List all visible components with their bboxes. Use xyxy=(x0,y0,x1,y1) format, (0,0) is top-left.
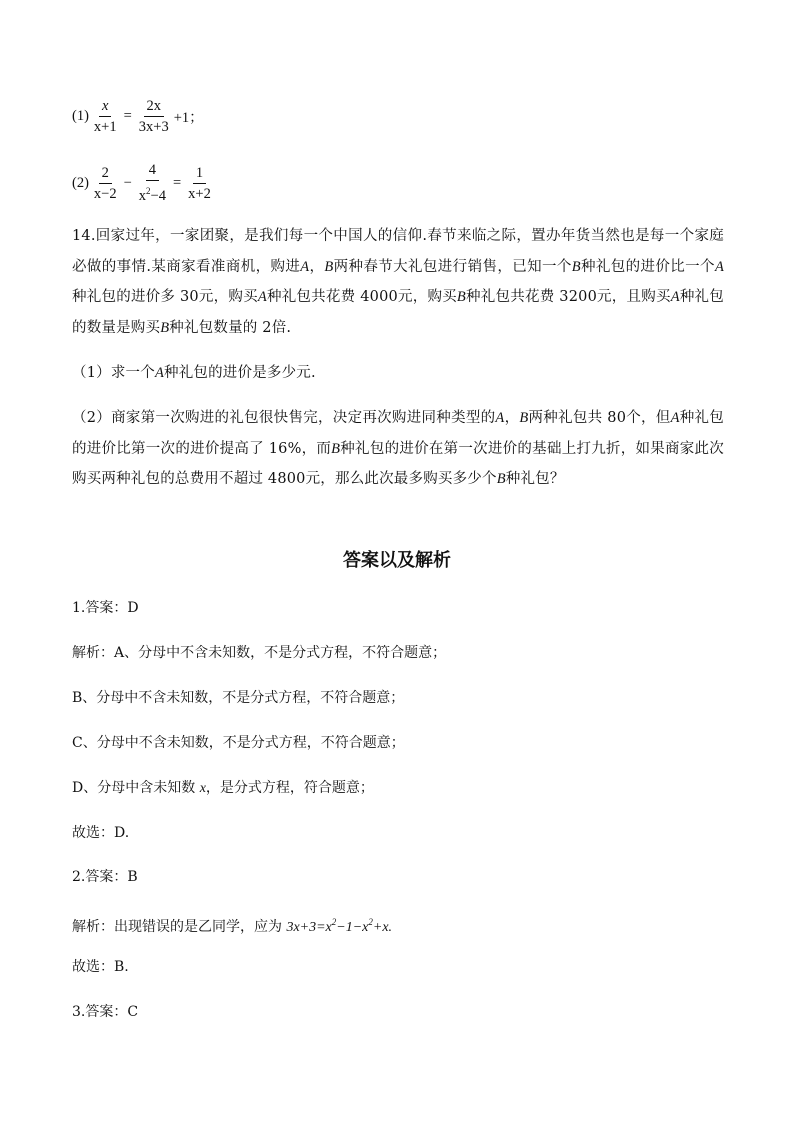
eq2-first-fraction: $\frac{2}{x-2}$ xyxy=(93,164,117,202)
answer-2-explanation: 解析：出现错误的是乙同学，应为 $3x+3=x^2-1-x^2+x$. xyxy=(72,917,393,935)
answer-1-explanation-c: C、分母中不含未知数，不是分式方程，不符合题意； xyxy=(72,735,405,751)
eq1-label: (1) xyxy=(72,108,89,124)
equation-2: (2) $\frac{2}{x-2}$ − $\frac{4}{x^2-4}$ = $\frac{1}{x+2}$ xyxy=(72,162,216,204)
problem-14: 14.回家过年，一家团聚，是我们每一个中国人的信仰.春节来临之际，置办年货当然也是每一个家庭必做的事情.某商家看准商机，购进A，B两种春节大礼包进行销售，已知一个B种礼包的进价比一个A种礼包的进价多 30元，购买A种礼包共花费 4000元，购买B种礼包共花费 3200元，且购买A种礼包的数量是购买B种礼包数量的 2倍. xyxy=(72,228,725,336)
equation-1: (1) $\frac{x}{x+1}$ = $\frac{2x}{3x+3}$ +1； xyxy=(72,98,204,135)
answer-2-selection: 故选：B. xyxy=(72,959,129,975)
eq1-lhs-fraction: $\frac{x}{x+1}$ xyxy=(93,98,117,135)
eq2-second-fraction: $\frac{4}{x^2-4}$ xyxy=(138,162,166,204)
answer-3: 3.答案：C xyxy=(72,1004,139,1020)
question-1: （1）求一个A种礼包的进价是多少元. xyxy=(72,365,316,381)
eq1-rhs-fraction: $\frac{2x}{3x+3}$ xyxy=(138,98,169,135)
answer-1: 1.答案：D xyxy=(72,600,139,616)
answer-1-explanation-d: D、分母中含未知数 x，是分式方程，符合题意； xyxy=(72,780,374,796)
answer-2: 2.答案：B xyxy=(72,869,138,885)
answers-heading: 答案以及解析 xyxy=(343,550,451,571)
eq2-label: (2) xyxy=(72,174,89,191)
answer-1-explanation-a: 解析：A、分母中不含未知数，不是分式方程，不符合题意； xyxy=(72,645,447,661)
answer-1-explanation-b: B、分母中不含未知数，不是分式方程，不符合题意； xyxy=(72,690,405,706)
question-2: （2）商家第一次购进的礼包很快售完，决定再次购进同种类型的A，B两种礼包共 80个，但A种礼包的进价比第一次的进价提高了 16%，而B种礼包的进价在第一次进价的基础上打九折，如果商家此次购买两种礼包的总费用不超过 4800元，那么此次最多购买多少个B种礼包？ xyxy=(72,410,725,487)
eq2-third-fraction: $\frac{1}{x+2}$ xyxy=(188,164,211,202)
answer-1-selection: 故选：D. xyxy=(72,825,130,841)
